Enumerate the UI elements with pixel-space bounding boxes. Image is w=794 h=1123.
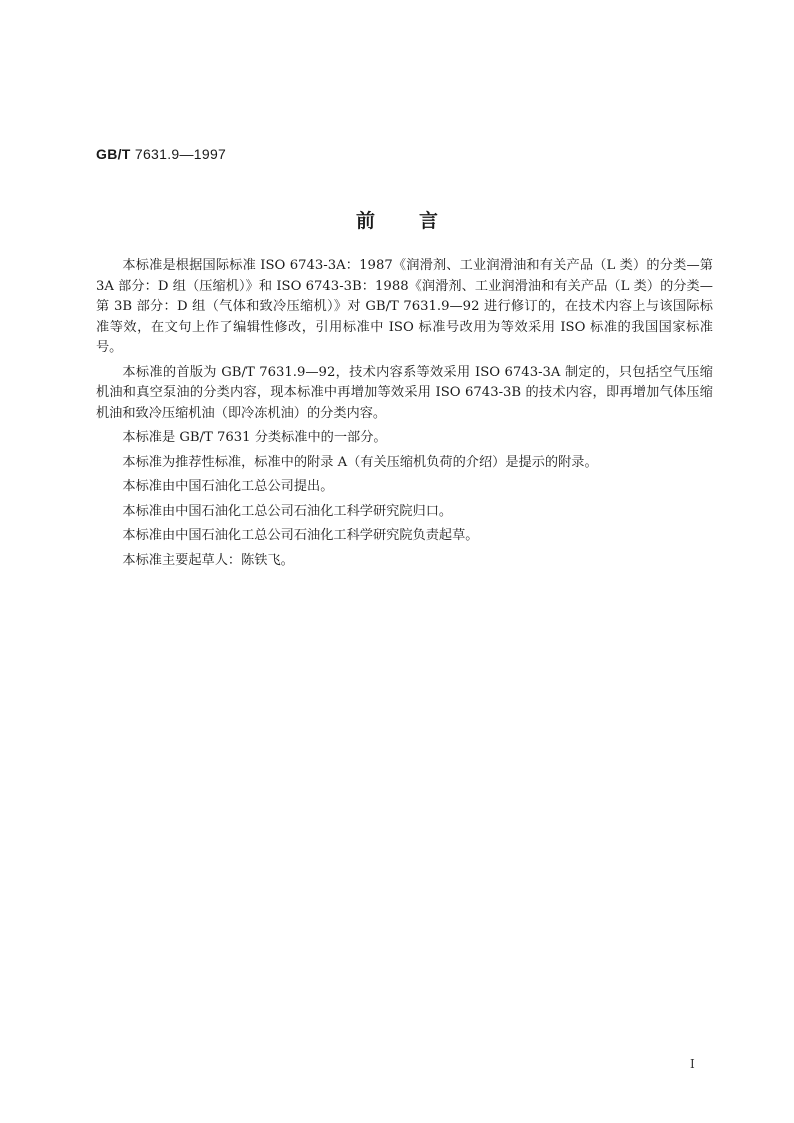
paragraph: 本标准为推荐性标准，标准中的附录 A（有关压缩机负荷的介绍）是提示的附录。 bbox=[122, 454, 598, 470]
standard-prefix: GB/T bbox=[96, 146, 131, 162]
paragraph: 本标准主要起草人：陈铁飞。 bbox=[122, 552, 294, 568]
paragraph: 本标准是 GB/T 7631 分类标准中的一部分。 bbox=[122, 430, 387, 445]
paragraph: 本标准由中国石油化工总公司石油化工科学研究院负责起草。 bbox=[122, 528, 479, 543]
page-title: 前言 bbox=[355, 210, 482, 232]
page-number: I bbox=[690, 1057, 695, 1071]
paragraph: 本标准由中国石油化工总公司提出。 bbox=[122, 479, 334, 494]
standard-code bbox=[96, 146, 226, 162]
paragraph: 本标准是根据国际标准 ISO 6743-3A：1987《润滑剂、工业润滑油和有关产品（L 类）的分类—第 3A 部分：D 组（压缩机）》和 ISO 6743-3B：1988《润滑剂、工业润滑油和有关产品（L 类）的分类—第 3B 部分：D 组（气体和致冷压缩机）》对 GB/T 7631.9—92 进行修订的，在技术内容上与该国际标准等效，在文句上作了编辑性修改，引用标准中 ISO 标准号改用为等效采用 ISO 标准的我国国家标准号。 bbox=[96, 258, 713, 355]
paragraph: 本标准由中国石油化工总公司石油化工科学研究院归口。 bbox=[122, 503, 453, 519]
standard-number: 7631.9—1997 bbox=[134, 146, 227, 162]
paragraph: 本标准的首版为 GB/T 7631.9—92，技术内容系等效采用 ISO 6743-3A 制定的，只包括空气压缩机油和真空泵油的分类内容，现本标准中再增加等效采用 ISO 6743-3B 的技术内容，即再增加气体压缩机油和致冷压缩机油（即冷冻机油）的分类内容。 bbox=[96, 364, 713, 421]
foreword-body bbox=[96, 256, 713, 575]
